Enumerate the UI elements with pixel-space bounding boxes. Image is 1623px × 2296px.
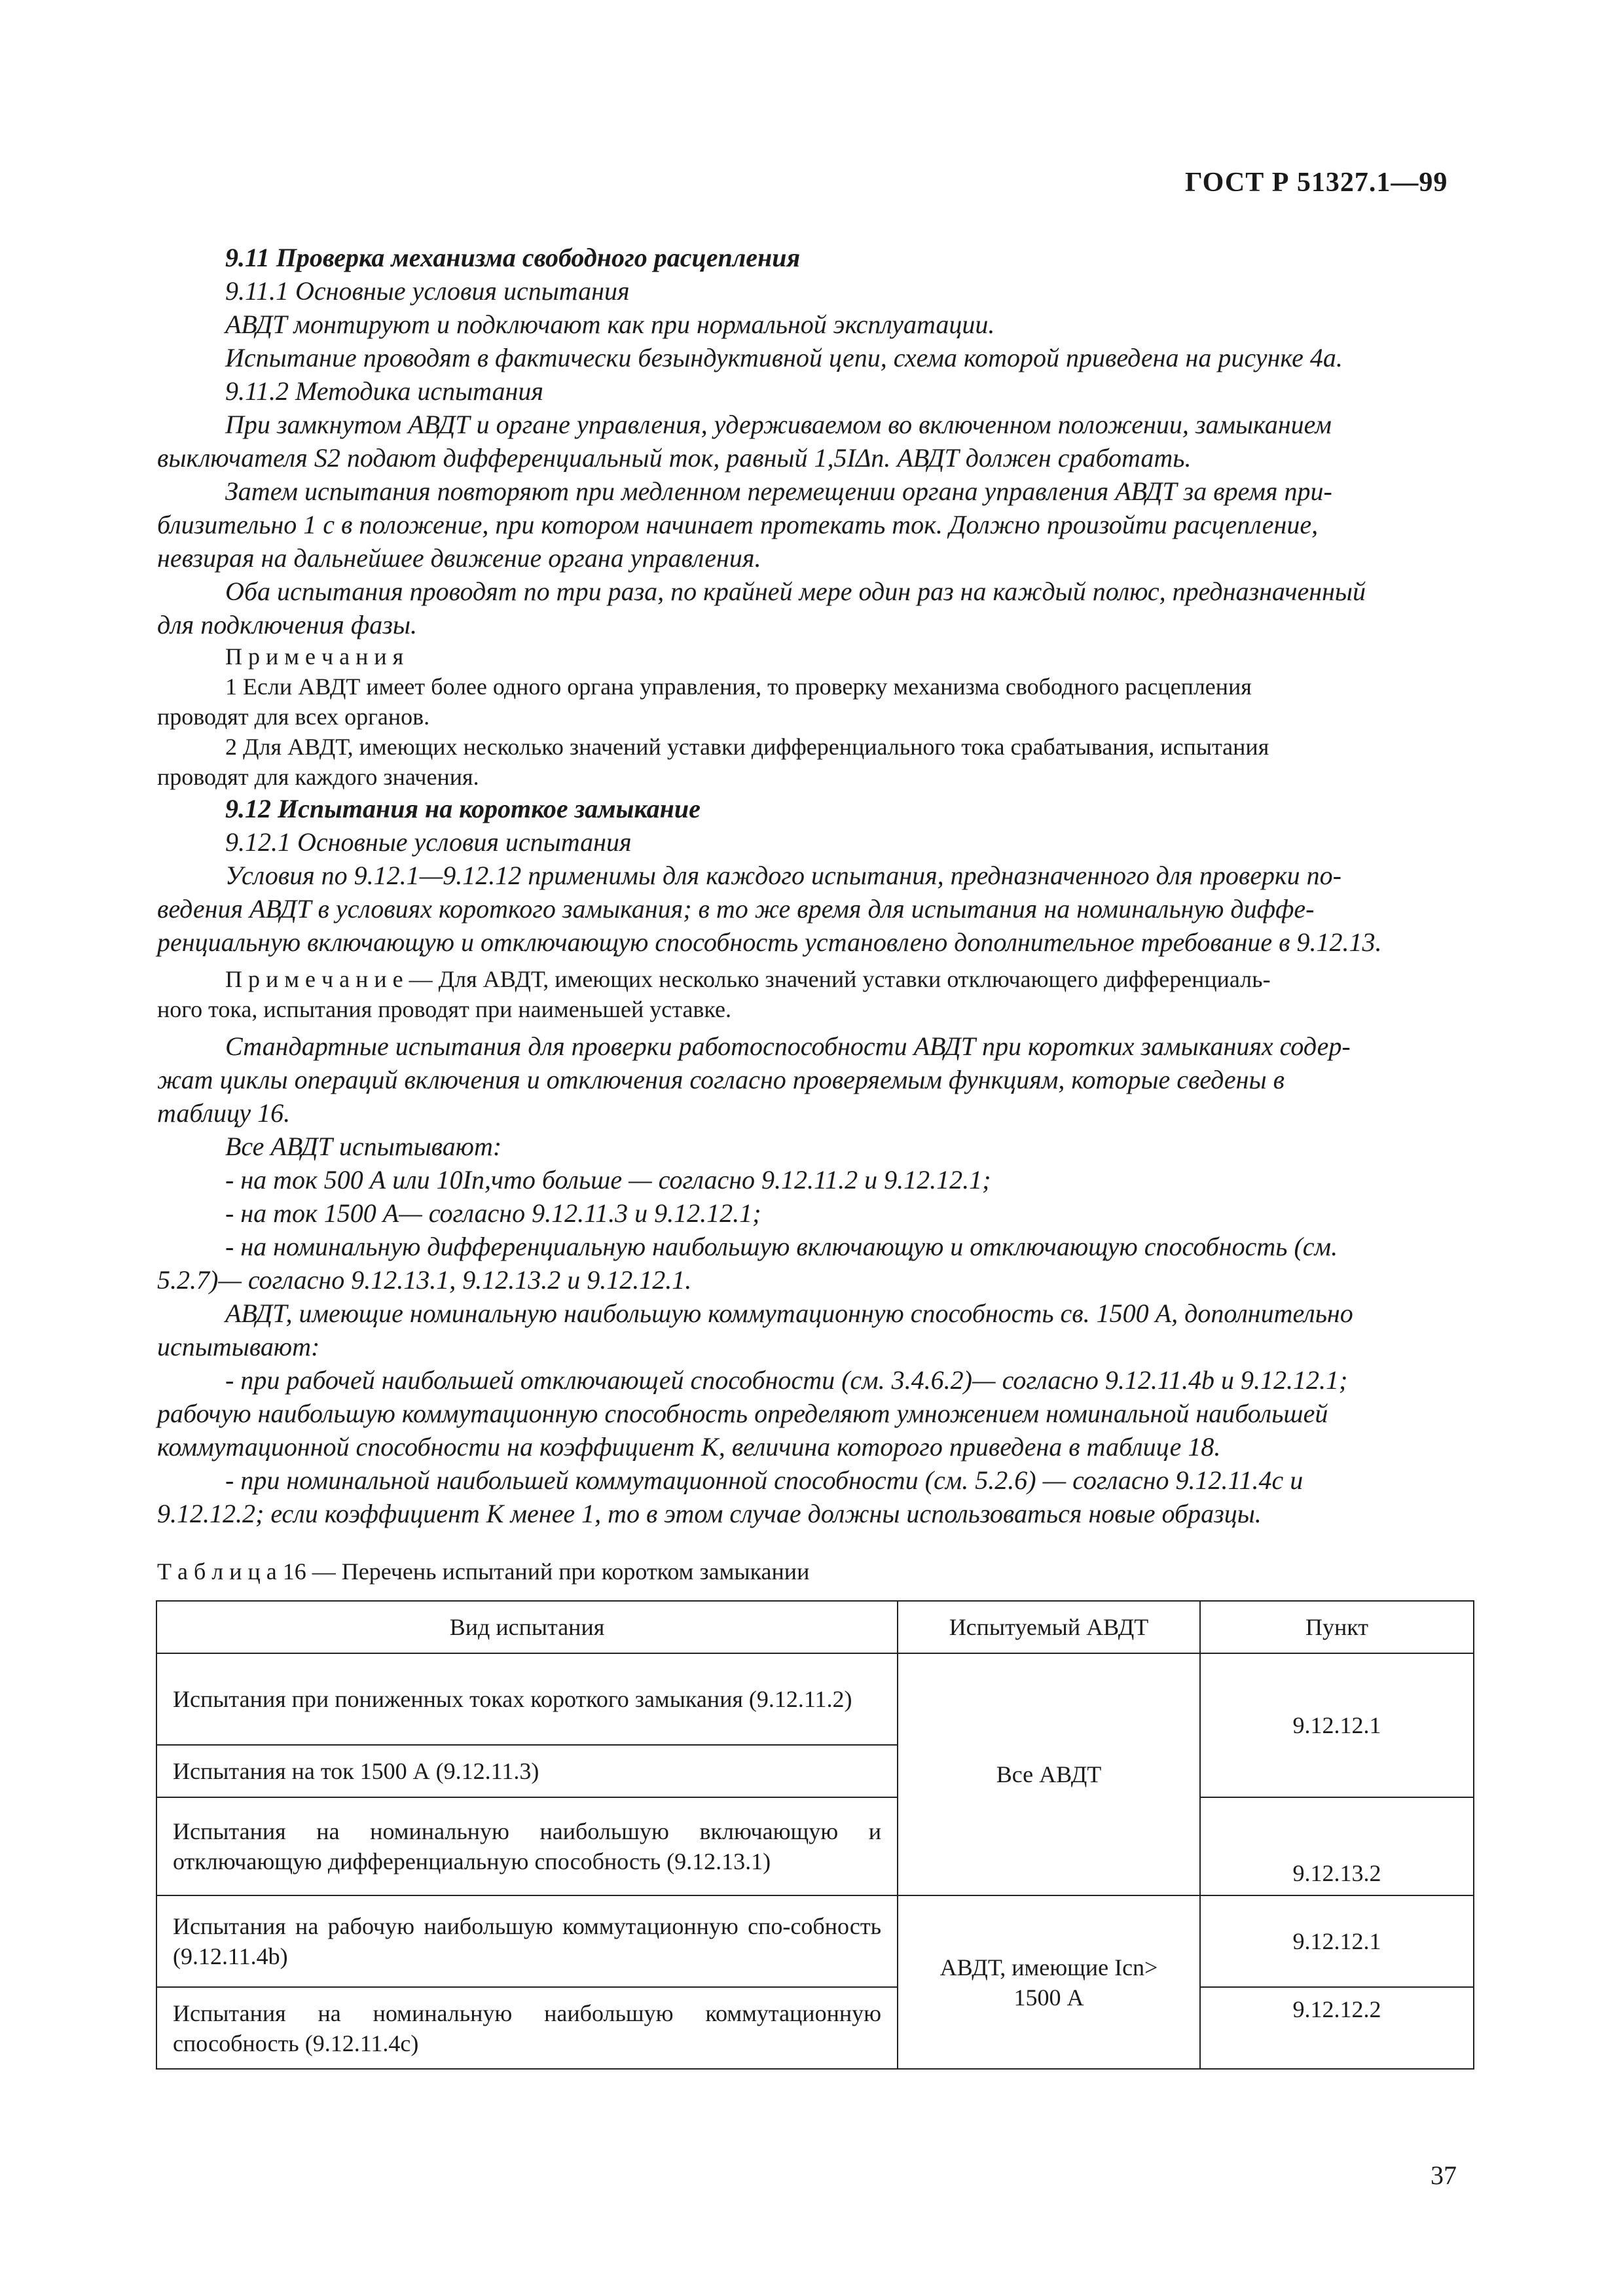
clause-cell: 9.12.12.1 — [1200, 1895, 1474, 1987]
text-line: АВДТ, имеющие номинальную наибольшую коммутационную способность св. 1500 А, дополнительно — [225, 1299, 1353, 1328]
document-header: ГОСТ Р 51327.1—99 — [1185, 168, 1448, 198]
text-line: Затем испытания повторяют при медленном перемещении органа управления АВДТ за время при- — [225, 476, 1332, 506]
text-line: близительно 1 с в положение, при котором начинает протекать ток. Должно произойти расцепление, — [157, 510, 1319, 539]
clause-cell: 9.12.13.2 — [1200, 1797, 1474, 1895]
list-item: - на ток 500 А или 10In,что больше — согласно 9.12.11.2 и 9.12.12.1; — [225, 1165, 991, 1194]
note-line: ного тока, испытания проводят при наименьшей уставке. — [157, 996, 731, 1022]
text-line: невзирая на дальнейшее движение органа управления. — [157, 543, 761, 573]
list-item: - на ток 1500 А— согласно 9.12.11.3 и 9.12.12.1; — [225, 1198, 761, 1228]
note-line: 1 Если АВДТ имеет более одного органа управления, то проверку механизма свободного расцепления — [225, 673, 1252, 700]
text-line: АВДТ монтируют и подключают как при нормальной эксплуатации. — [225, 310, 995, 339]
text-line: таблицу 16. — [157, 1098, 291, 1128]
page-number: 37 — [1431, 2161, 1457, 2190]
text-line: При замкнутом АВДТ и органе управления, удерживаемом во включенном положении, замыканием — [225, 410, 1332, 439]
note-line: проводят для всех органов. — [157, 704, 430, 730]
text-line: Стандартные испытания для проверки работоспособности АВДТ при коротких замыканиях содер- — [225, 1031, 1351, 1061]
subsection-heading: 9.11.1 Основные условия испытания — [225, 276, 630, 306]
list-item: - при номинальной наибольшей коммутационной способности (см. 5.2.6) — согласно 9.12.11.4c и — [225, 1465, 1304, 1495]
test-type-cell: Испытания при пониженных токах короткого замыкания (9.12.11.2) — [156, 1653, 898, 1745]
text-line: Условия по 9.12.1—9.12.12 применимы для каждого испытания, предназначенного для проверки по- — [225, 861, 1341, 890]
table-row — [156, 1797, 1474, 1895]
text-line: жат циклы операций включения и отключения согласно проверяемым функциям, которые сведены в — [157, 1065, 1285, 1094]
text-line: 9.12.12.2; если коэффициент K менее 1, то в этом случае должны использоваться новые образцы. — [157, 1499, 1262, 1528]
list-item: - на номинальную дифференциальную наибольшую включающую и отключающую способность (см. — [225, 1232, 1338, 1261]
tested-device-cell: Все АВДТ — [898, 1653, 1200, 1895]
subsection-heading: 9.12.1 Основные условия испытания — [225, 827, 632, 857]
column-header: Испытуемый АВДТ — [898, 1601, 1200, 1653]
clause-cell: 9.12.12.2 — [1200, 1987, 1474, 2069]
note-line: проводят для каждого значения. — [157, 764, 479, 790]
table-caption: Т а б л и ц а 16 — Перечень испытаний при коротком замыкании — [157, 1558, 810, 1585]
list-item: - при рабочей наибольшей отключающей способности (см. 3.4.6.2)— согласно 9.12.11.4b и 9.12.12.1; — [225, 1365, 1348, 1395]
text-line: коммутационной способности на коэффициент K, величина которого приведена в таблице 18. — [157, 1432, 1221, 1462]
text-line: 5.2.7)— согласно 9.12.13.1, 9.12.13.2 и 9.12.12.1. — [157, 1265, 692, 1295]
table-row — [156, 1653, 1474, 1745]
test-type-cell: Испытания на ток 1500 А (9.12.11.3) — [156, 1745, 898, 1797]
column-header: Вид испытания — [156, 1601, 898, 1653]
note-line: 2 Для АВДТ, имеющих несколько значений уставки дифференциального тока срабатывания, испытания — [225, 734, 1269, 760]
note-line: П р и м е ч а н и е — Для АВДТ, имеющих несколько значений уставки отключающего дифференциаль- — [225, 966, 1271, 992]
text-line: испытывают: — [157, 1332, 320, 1361]
short-circuit-tests-table — [156, 1600, 1474, 2070]
table-header-row — [156, 1601, 1474, 1653]
section-heading: 9.11 Проверка механизма свободного расцепления — [225, 243, 801, 272]
text-line: ведения АВДТ в условиях короткого замыкания; в то же время для испытания на номинальную диффе- — [157, 894, 1315, 924]
test-type-cell: Испытания на рабочую наибольшую коммутационную спо-собность (9.12.11.4b) — [156, 1895, 898, 1987]
test-type-cell: Испытания на номинальную наибольшую коммутационную способность (9.12.11.4c) — [156, 1987, 898, 2069]
column-header: Пункт — [1200, 1601, 1474, 1653]
notes-heading: П р и м е ч а н и я — [225, 643, 404, 670]
tested-device-cell: АВДТ, имеющие Icn> 1500 А — [898, 1895, 1200, 2069]
section-heading: 9.12 Испытания на короткое замыкание — [225, 794, 701, 823]
text-line: Испытание проводят в фактически безындуктивной цепи, схема которой приведена на рисунке 4а. — [225, 343, 1343, 372]
test-type-cell: Испытания на номинальную наибольшую включающую и отключающую дифференциальную способность (9.12.13.1) — [156, 1797, 898, 1895]
table-row — [156, 1987, 1474, 2069]
text-line: выключателя S2 подают дифференциальный ток, равный 1,5IΔn. АВДТ должен сработать. — [157, 443, 1192, 473]
table-row — [156, 1895, 1474, 1987]
text-line: ренциальную включающую и отключающую способность установлено дополнительное требование в 9.12.13. — [157, 927, 1382, 957]
text-line: Оба испытания проводят по три раза, по крайней мере один раз на каждый полюс, предназначенный — [225, 577, 1366, 606]
text-line: для подключения фазы. — [157, 610, 417, 639]
clause-cell: 9.12.12.1 — [1200, 1653, 1474, 1797]
subsection-heading: 9.11.2 Методика испытания — [225, 376, 543, 406]
body-text — [157, 241, 1473, 1530]
text-line: рабочую наибольшую коммутационную способность определяют умножением номинальной наибольшей — [157, 1399, 1328, 1428]
text-line: Все АВДТ испытывают: — [225, 1132, 502, 1161]
